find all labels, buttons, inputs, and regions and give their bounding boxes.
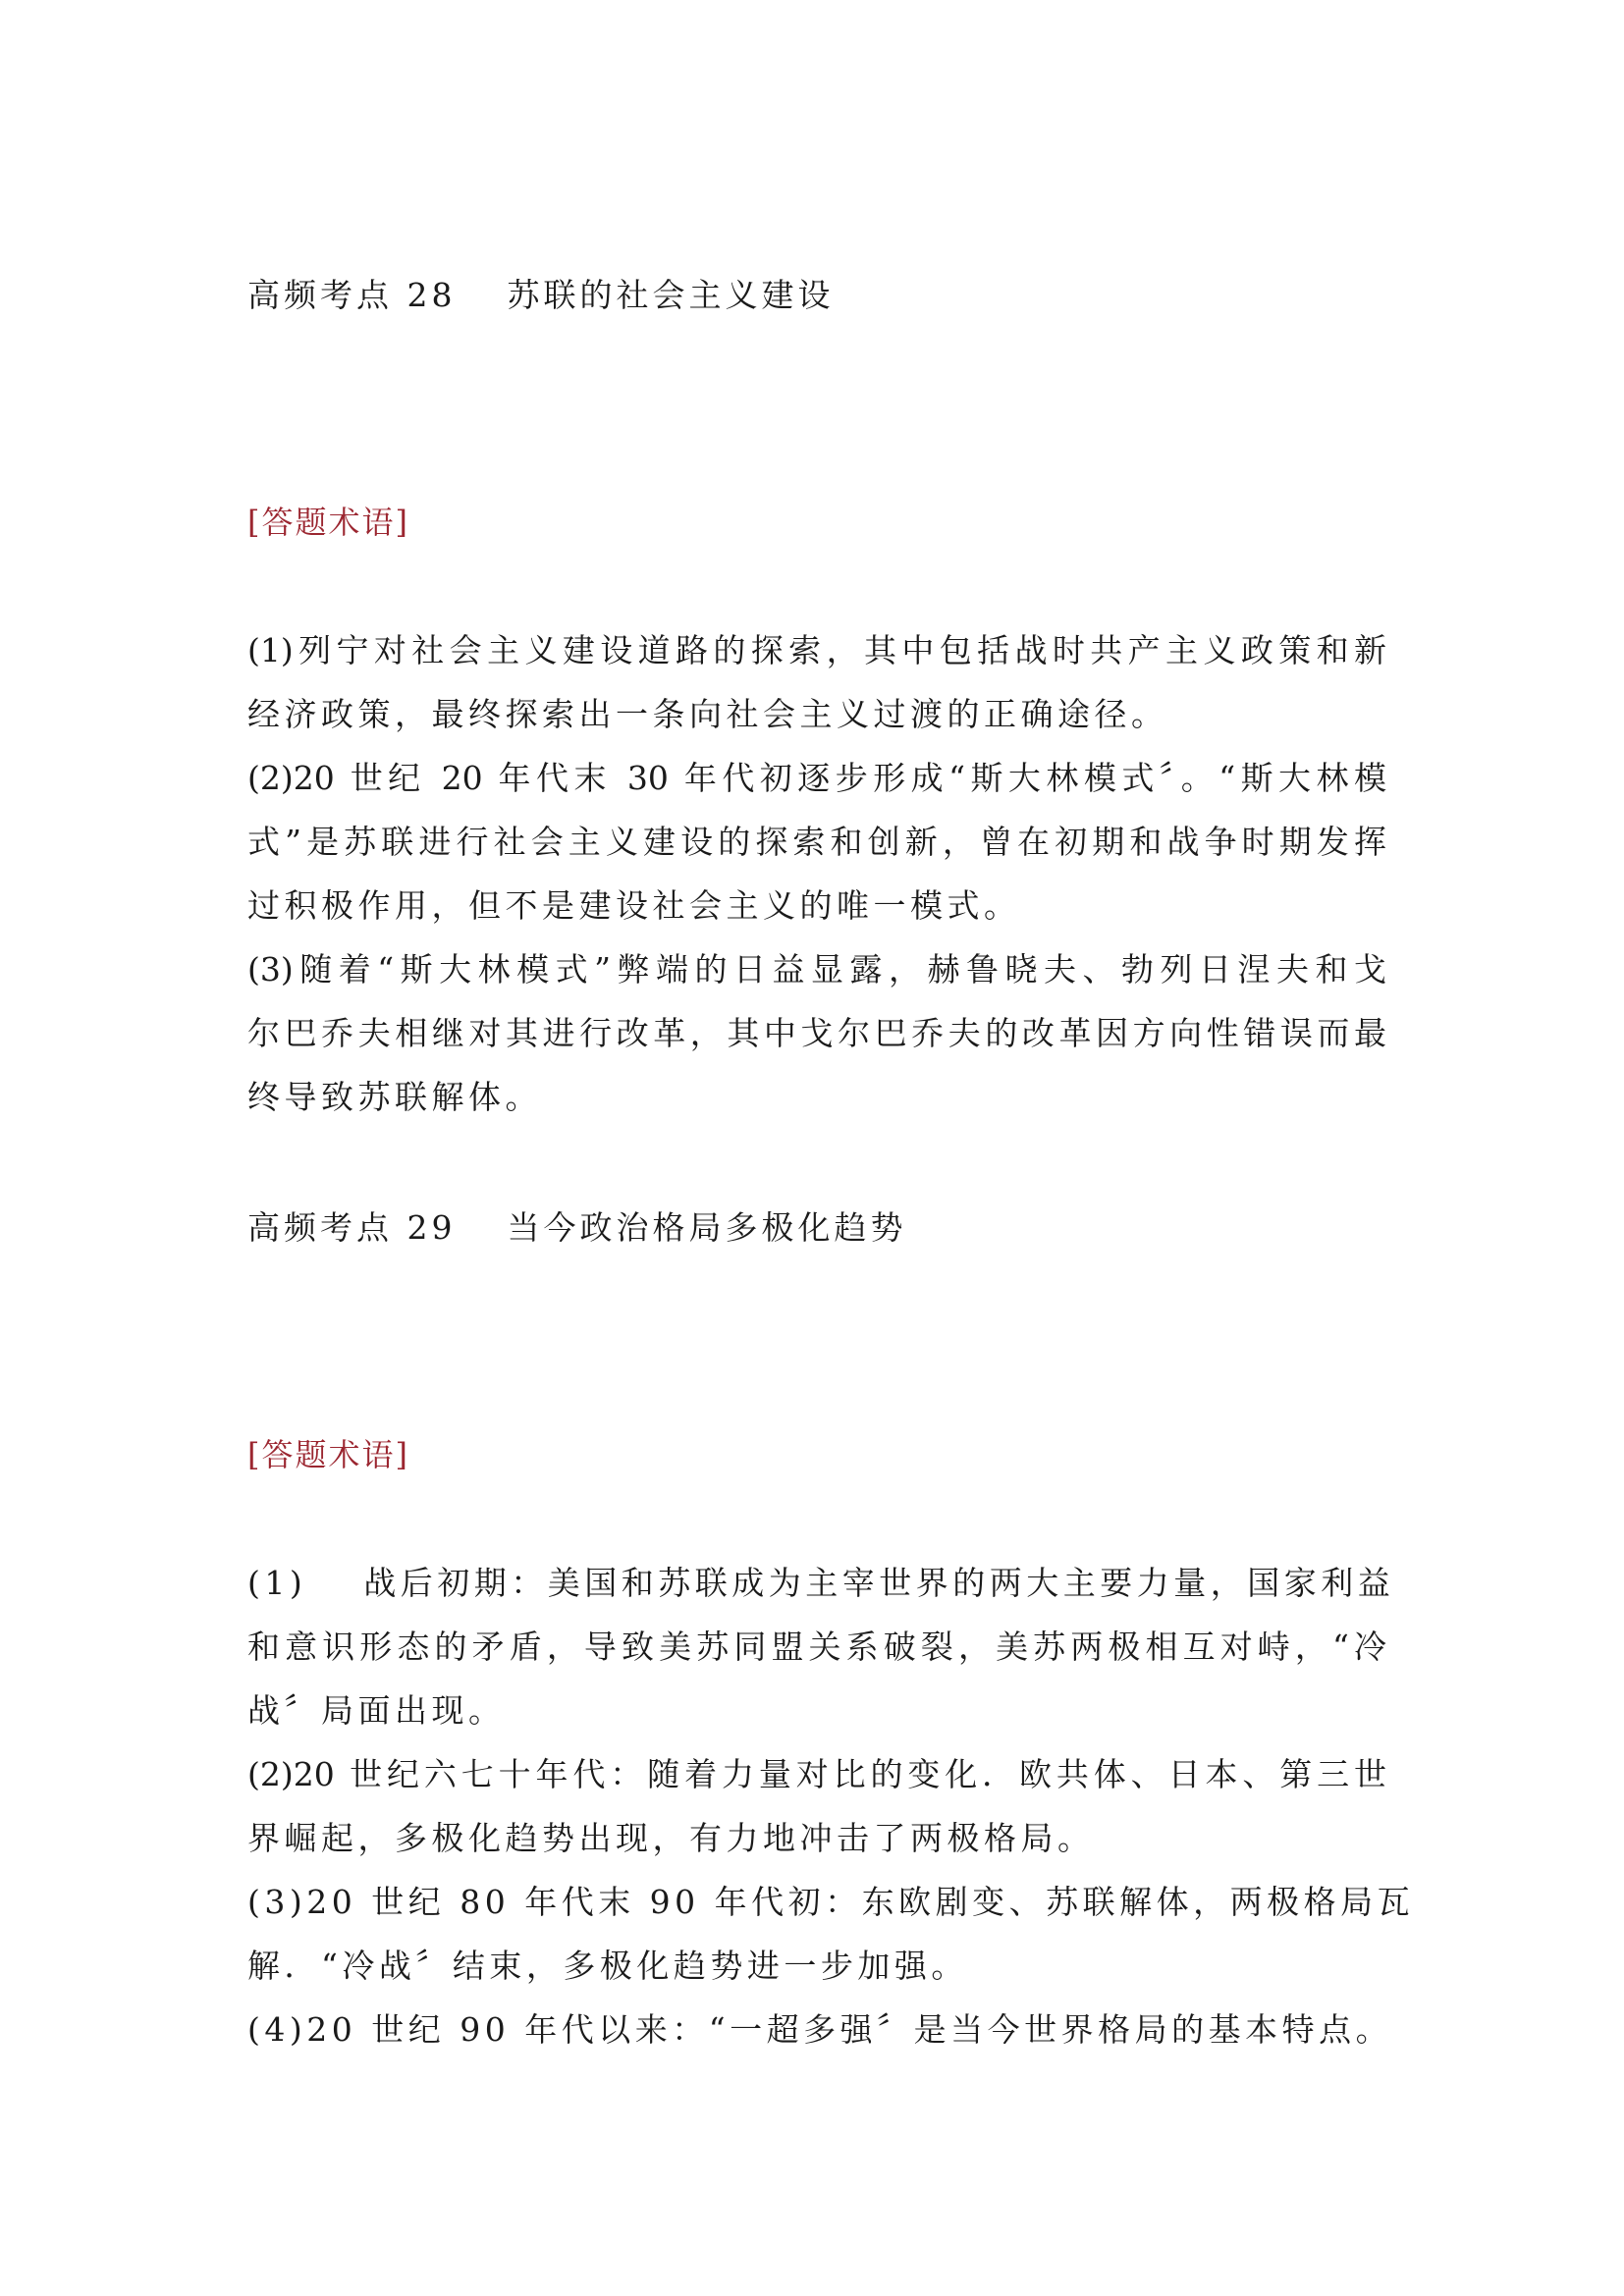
paragraph-line: (4)20 世纪 90 年代以来：“一超多强〞是当今世界格局的基本特点。 bbox=[247, 2010, 1393, 2049]
paragraph-line: (3)随着“斯大林模式”弊端的日益显露，赫鲁晓夫、勃列日涅夫和戈 bbox=[247, 950, 1386, 988]
paragraph-line: 解．“冷战〞结束，多极化趋势进一步加强。 bbox=[247, 1947, 968, 1985]
section-body-28 bbox=[247, 618, 1386, 1129]
heading-label: 高频考点 28 bbox=[247, 276, 457, 314]
answer-term-label-29: [答题术语] bbox=[247, 1436, 409, 1473]
answer-term-label-28: [答题术语] bbox=[247, 504, 409, 541]
paragraph-line: 战〞局面出现。 bbox=[247, 1691, 506, 1730]
paragraph-line: 尔巴乔夫相继对其进行改革，其中戈尔巴乔夫的改革因方向性错误而最 bbox=[247, 1014, 1386, 1052]
paragraph-line: (2)20 世纪 20 年代末 30 年代初逐步形成“斯大林模式〞。“斯大林模 bbox=[247, 759, 1386, 797]
paragraph-line: (1)列宁对社会主义建设道路的探索，其中包括战时共产主义政策和新 bbox=[247, 631, 1386, 669]
paragraph-line: 和意识形态的矛盾，导致美苏同盟关系破裂，美苏两极相互对峙，“冷 bbox=[247, 1628, 1386, 1666]
section-heading-29 bbox=[247, 1208, 907, 1247]
paragraph-line: 经济政策，最终探索出一条向社会主义过渡的正确途径。 bbox=[247, 695, 1168, 733]
paragraph-line-text: 战后初期：美国和苏联成为主宰世界的两大主要力量，国家利益 bbox=[363, 1564, 1395, 1602]
paragraph-line: 界崛起，多极化趋势出现，有力地冲击了两极格局。 bbox=[247, 1819, 1095, 1857]
heading-label: 高频考点 29 bbox=[247, 1208, 457, 1247]
paragraph-line: 终导致苏联解体。 bbox=[247, 1078, 542, 1116]
paragraph-line: (3)20 世纪 80 年代末 90 年代初：东欧剧变、苏联解体，两极格局瓦 bbox=[247, 1883, 1415, 1921]
heading-topic: 苏联的社会主义建设 bbox=[507, 276, 835, 314]
heading-topic: 当今政治格局多极化趋势 bbox=[507, 1208, 907, 1247]
paragraph-line: 过积极作用，但不是建设社会主义的唯一模式。 bbox=[247, 886, 1021, 925]
list-marker: (1) bbox=[247, 1564, 307, 1602]
paragraph-line: 式”是苏联进行社会主义建设的探索和创新，曾在初期和战争时期发挥 bbox=[247, 823, 1386, 861]
paragraph-line: (2)20 世纪六七十年代：随着力量对比的变化．欧共体、日本、第三世 bbox=[247, 1755, 1386, 1793]
paragraph-line-first bbox=[247, 1551, 1395, 1615]
section-heading-28 bbox=[247, 276, 835, 314]
section-body-29 bbox=[247, 1551, 1415, 2061]
